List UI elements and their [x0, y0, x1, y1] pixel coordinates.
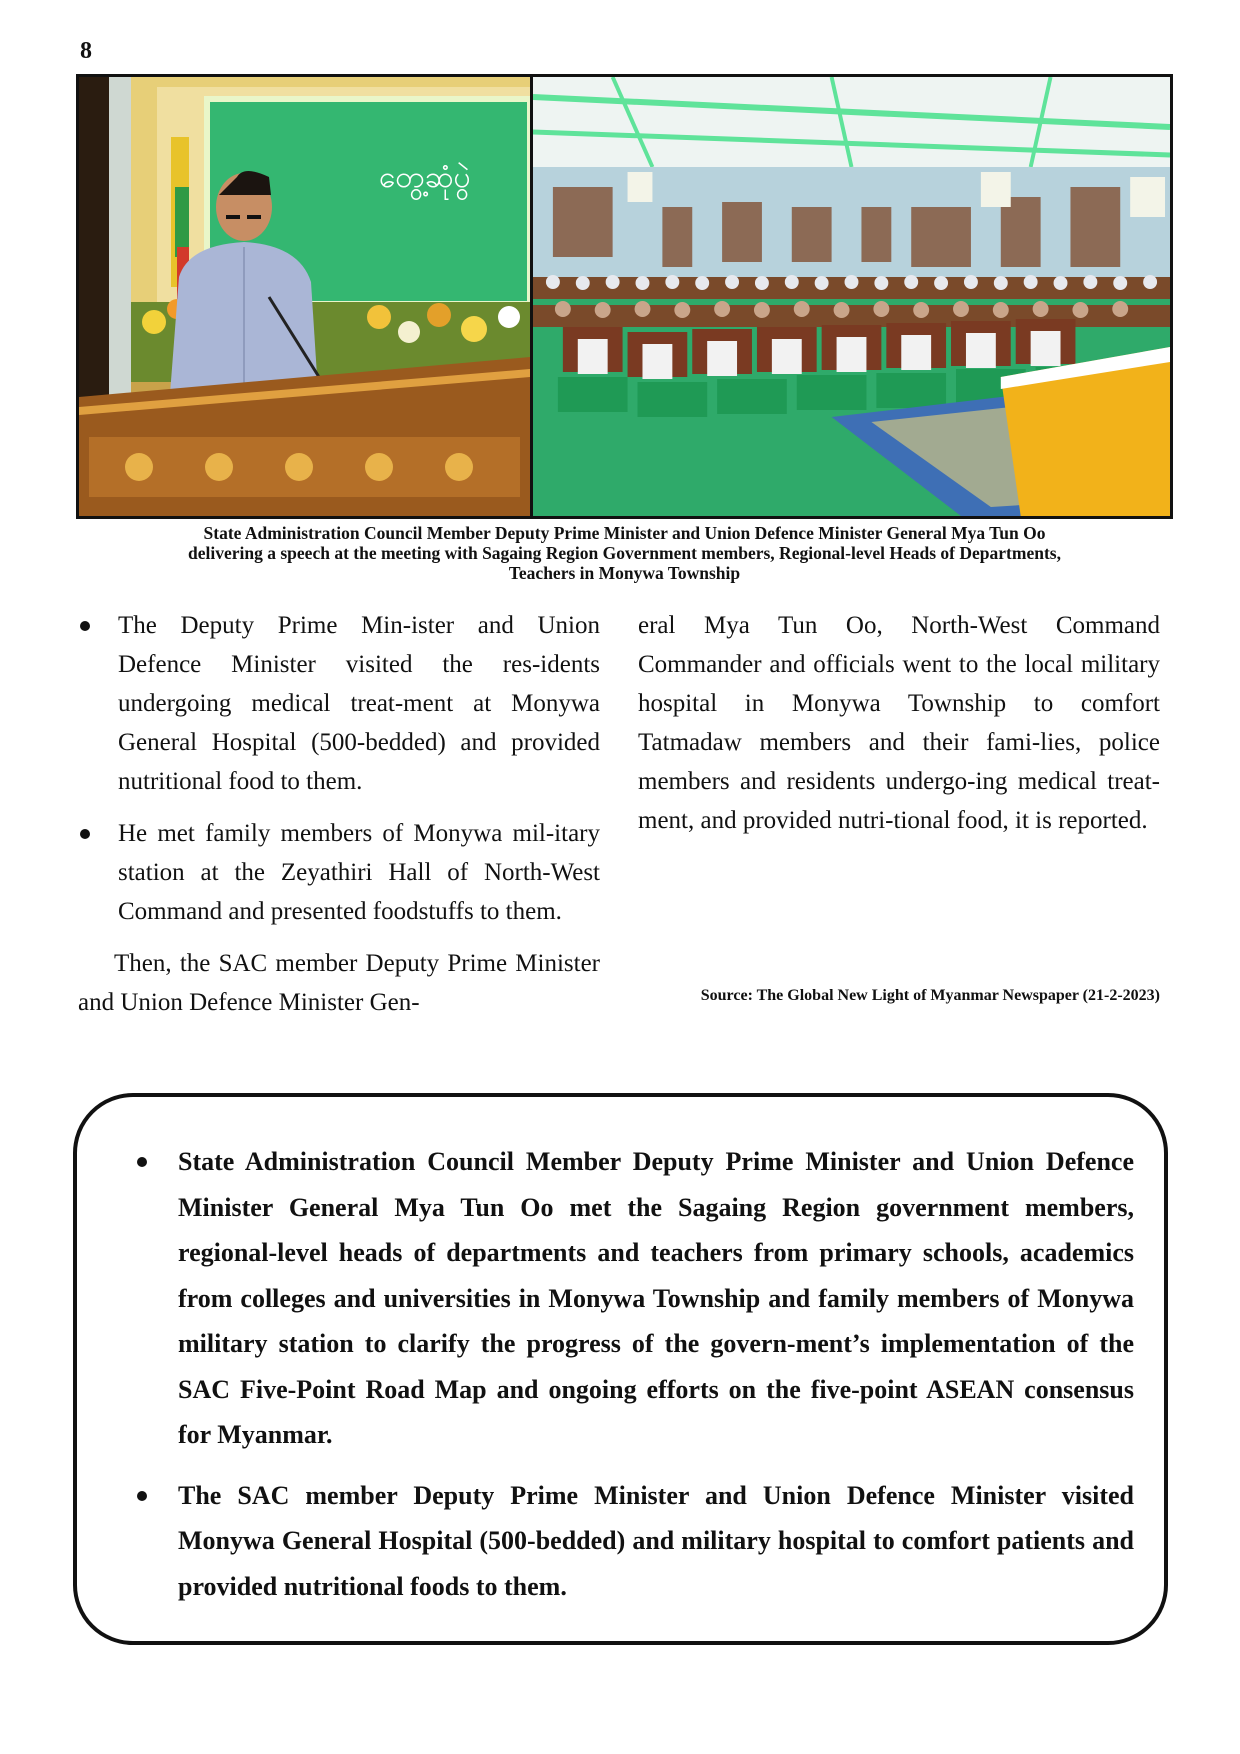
article-bullet — [78, 606, 600, 801]
banner-text: တွေ့ဆုံပွဲ — [379, 160, 471, 195]
photo-strip — [76, 74, 1173, 519]
article-paragraph-continued: eral Mya Tun Oo, North-West Command Commander and officials went to the local military hospital in Monywa Township to comfort Tatmadaw members and their fami-lies, police members and residents undergo-ing medical treat-ment, and provided nutri-tional food, it is reported. — [638, 612, 1160, 834]
article-bullet-text: The Deputy Prime Min-ister and Union Defence Minister visited the res-idents undergoing medical treat-ment at Monywa General Hospital (500-bedded) and provided nutritional food to them. — [118, 612, 600, 795]
caption-line: delivering a speech at the meeting with Sagaing Region Government members, Regional-level Heads of Departments, — [188, 543, 1061, 563]
bullet-icon — [137, 1157, 147, 1167]
summary-item — [107, 1139, 1134, 1458]
summary-item-text: State Administration Council Member Deputy Prime Minister and Union Defence Minister General Mya Tun Oo met the Sagaing Region government members, regional-level heads of departments and teachers from primary schools, academics from colleges and universities in Monywa Township and family members of Monywa military station to clarify the progress of the govern-ment’s implementation of the SAC Five-Point Road Map and ongoing efforts on the five-point ASEAN consensus for Myanmar. — [178, 1147, 1134, 1449]
caption-line: State Administration Council Member Deputy Prime Minister and Union Defence Minister General Mya Tun Oo — [203, 523, 1046, 543]
summary-item-text: The SAC member Deputy Prime Minister and Union Defence Minister visited Monywa General Hospital (500-bedded) and military hospital to comfort patients and provided nutritional foods to them. — [178, 1480, 1134, 1601]
article-bullet — [78, 814, 600, 931]
bullet-icon — [137, 1491, 147, 1501]
summary-box — [73, 1093, 1168, 1645]
speaker-photo — [79, 77, 533, 516]
photo-caption — [76, 523, 1173, 583]
article-paragraph: Then, the SAC member Deputy Prime Minister and Union Defence Minister Gen- — [78, 950, 600, 1016]
caption-line: Teachers in Monywa Township — [508, 563, 741, 583]
page-number: 8 — [80, 38, 92, 64]
article-column-left — [78, 606, 600, 1022]
source-credit: Source: The Global New Light of Myanmar Newspaper (21-2-2023) — [700, 987, 1160, 1004]
summary-item — [107, 1473, 1134, 1610]
article-bullet-text: He met family members of Monywa mil-itary station at the Zeyathiri Hall of North-West Command and presented foodstuffs to them. — [118, 820, 600, 925]
bullet-icon — [80, 829, 90, 839]
article-column-right — [638, 606, 1160, 840]
bullet-icon — [80, 621, 90, 631]
audience-hall-photo — [533, 77, 1170, 516]
